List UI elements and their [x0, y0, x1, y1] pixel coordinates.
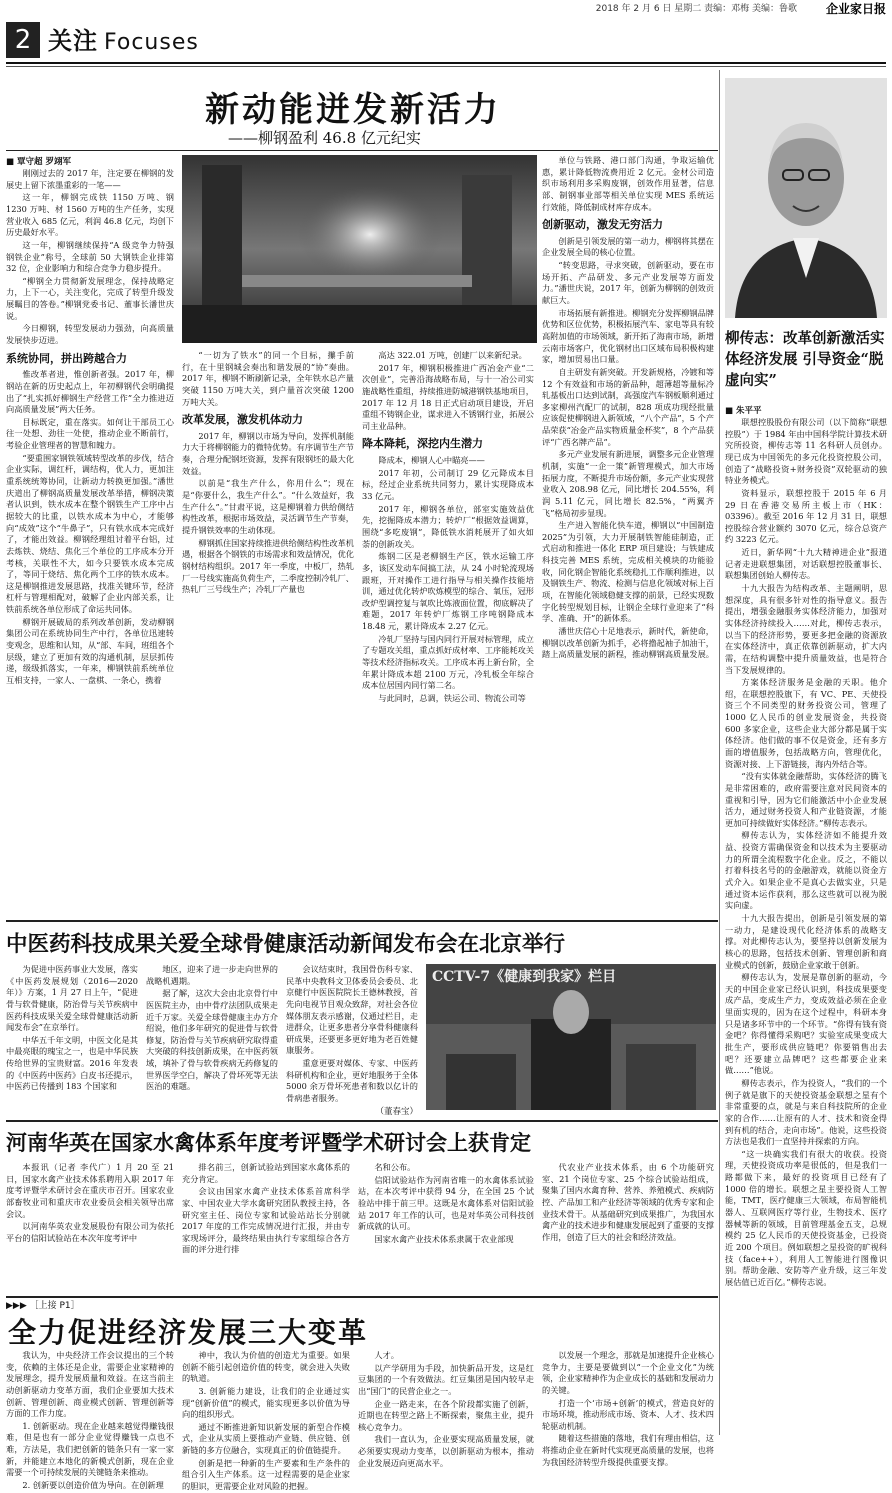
paragraph: 十九大报告提出，创新是引领发展的第一动力，是建设现代化经济体系的战略支撑。对此柳传志认为，要坚持以创新发展为核心的思路，包括技术创新、管理创新和商业模式的创新，鼓励企业家敢于创新。 — [725, 912, 887, 970]
paragraph: 资料显示，联想控股于 2015 年 6 月 29 日在香港交易所主板上市（HK：03396）。截至 2016 年 12 月 31 日，联想控股综合营业额约 3070 亿元，综合总资产约 3223 亿元。 — [725, 487, 887, 545]
paragraph: 随着这些措施的落地，我们有理由相信，这将推动企业在新时代实现更高质量的发展，也将为我国经济转型升级提供重要支撑。 — [542, 1433, 714, 1467]
paragraph: 刚刚过去的 2017 年，注定要在柳钢的发展史上留下浓墨重彩的一笔—— — [6, 168, 174, 190]
paragraph: 这一年，柳钢完成铁 1150 万吨、钢 1230 万吨、材 1560 万吨的生产任务，实现营业收入 685 亿元，利润 46.8 亿元，均创下历史最好水平。 — [6, 192, 174, 238]
article-3-column-2 — [182, 1162, 350, 1292]
paragraph: 神中，我认为价值的创造尤为重要。如果创新不能引起创造价值的转变，就会进入失败的轨道。 — [182, 1350, 350, 1384]
paragraph: 以发展一个理念，那就是加速提升企业核心竞争力，主要是要做到以“一个企业文化”为统领，企业家精神作为企业成长的基础和发展动力的关键。 — [542, 1350, 714, 1395]
page-header — [0, 0, 892, 18]
divider — [6, 920, 718, 922]
paragraph: 冷轧厂坚持与国内同行开展对标管理，成立了专题攻关组，重点抓好成材率、工序能耗攻关等技术经济指标攻关。工序成本再上新台阶，全年累计降成本超 2100 万元，冷轧板全年综合成本位居国内同行第二名。 — [362, 633, 534, 691]
paragraph: 代农业产业技术体系，由 6 个功能研究室、21 个岗位专家、25 个综合试验站组成，聚集了国内水禽育种、营养、养殖模式、疾病防控、产品加工和产业经济等领域的优秀专家和企业技术骨干。从基础研究到成果推广，为我国水禽产业的技术进步和健康发展起到了重要的支撑作用，创造了巨大的社会和经济效益。 — [542, 1162, 714, 1242]
article-4-column-3 — [358, 1350, 534, 1468]
article-4-column-1 — [6, 1350, 174, 1491]
arrow-icon: ▶▶▶ — [6, 1301, 30, 1311]
header-info: 2018 年 2 月 6 日 星期二 责编：邓梅 美编：鲁歌 — [595, 4, 797, 14]
paragraph: 柳传志认为，发展是靠创新的驱动，今天的中国企业家已经认识到，科技成果要变成产品，变成生产力，变成效益必须在企业里面实现的，因为在这个过程中，科研本身只是诸多环节中的一个环节。“你得有钱有资金吧？你得懂得采购吧？实验室成果变成大批生产，要形成供应链吧？你要销售出去吧？还要建立品牌吧？这些都要企业来做……”他说。 — [725, 972, 887, 1076]
article-4-column-4 — [542, 1350, 714, 1467]
paragraph: 据了解，这次大会由北京骨行中医医院主办，由中骨疗法团队成果走近千万家。关爱全球骨健康主办方介绍说，他们多年研究的促进骨与软骨修复，防治骨与关节疾病研究取得重大突破的科技创新成果，在中医药领域，填补了骨与软骨疾病无药修复的世界医学空白，解决了骨坏死等无法医治的难题。 — [146, 988, 278, 1092]
subheading: 创新驱动，激发无穷活力 — [542, 218, 663, 232]
paragraph: 创新是引领发展的第一动力，柳钢将其摆在企业发展全局的核心位置。 — [542, 235, 714, 258]
paragraph: 潘世庆信心十足地表示，新时代，新使命，柳钢以改革创新为抓手，必将撸起袖子加油干，踏上高质量发展的新程，推动柳钢高质量发展。 — [542, 625, 714, 660]
paragraph: 打造一个‘市场+创新’的模式，营造良好的市场环境，推动形成市场、资本、人才、技术四轮驱动机制。 — [542, 1397, 714, 1431]
article-2-title: 中医药科技成果关爱全球骨健康活动新闻发布会在北京举行 — [6, 932, 566, 957]
paragraph: “柳钢全力贯彻新发展理念，保持战略定力，上下一心，关注变化，完成了转型升级发展瞩目的答卷。”柳钢党委书记、董事长潘世庆说。 — [6, 275, 174, 321]
newspaper-name: 企业家日报 — [825, 2, 886, 16]
article-1-subtitle: ——柳钢盈利 46.8 亿元纪实 — [228, 129, 421, 147]
paragraph: 炼钢二区是老柳钢生产区，铁水运输工序多，该区发动车间搞工法，从 24 小时轮流现场跟班，开对操作工进行指导与相关操作技能培训，通过优化转炉吹炼模型的综合、氧压，冠形改炉型调控复与氧吹比炼液面位置，彻底解决了难题，2017 年转炉厂炼钢工序吨钢降成本 18.48 元，累计降成本 2.27 亿元。 — [362, 551, 534, 632]
profile-body — [725, 405, 887, 1435]
press-event-photo — [426, 964, 716, 1110]
article-1-byline: ■ 覃守超 罗翊军 — [6, 157, 71, 167]
paragraph: 2. 创新要以创造价值为导向。在创新理 — [22, 1480, 164, 1491]
paragraph: 2017 年初，公司制订 29 亿元降成本目标，经过企业系统共同努力，累计实现降成本 33 亿元。 — [362, 467, 534, 502]
paragraph: “要重围家钢铁领域转型改革的步伐，结合企业实际，调红杆，调结构，优人力，更加注重系统统筹协同，让新动力转换更加强。”潘世庆道出了柳钢高质量发展改革举措，柳钢决策者认识到，铁水成本在整个钢铁生产工序中占据较大的比重，以铁水成本为中心，才能够向“成效”这个“牛鼻子”，只有铁水成本完成好了，才能出效益。柳钢经理组讨着平台铝，过去炼铁、烧结、焦化三个单位的工序成本分开考核，关联性不大，如今只要铁水成本完成了，等同于烧结、焦化两个工序的铁水成本。这是柳钢推进发展思路，找准关键环节，经济杠杆与管理相配对，破解了企业内部关系，让铁前系统各单位形成了命运共同体。 — [6, 452, 174, 615]
paragraph: 降成本，柳钢人心中瞄亮—— — [378, 455, 485, 466]
section-en: Focuses — [104, 30, 199, 55]
paragraph: 国家水禽产业技术体系隶属于农业部现 — [374, 1233, 514, 1244]
paragraph: 2017 年，柳钢积极推进广西冶金产业“二次创业”，完善沿海战略布局，与十一冶公司实施战略性重组，持续推进防城港钢铁基地项目，2017 年 12 月 18 日正式启动项目建设，开启重组不铸钢企业，谋求进入不锈钢行业，拓展公司主业品种。 — [362, 362, 534, 431]
paragraph: 名和公布。 — [374, 1162, 416, 1172]
paragraph: 多元产业发展有新进展，调整多元企业管理机制，实施“一企一策”新管理模式，加大市场拓展力度，不断提升市场份额，多元产业实现营业收入 208.98 亿元，同比增长 204.55%，利润 5.11 亿元，同比增长 82.5%，“两翼齐飞”格局初步显现。 — [542, 449, 714, 518]
article-1-title: 新动能迸发新活力 — [205, 90, 501, 130]
paragraph: 十九大报告为结构改革、主题阐明，思想深度，具有很多针对性的指导意义。报告提出，增强金融服务实体经济能力，加强对实体经济持续投入……对此，柳传志表示，以当下的经济形势，要更多把金融的资源放在实体经济中，真正依靠创新驱动，扩大内需，在结构调整中提升质量效益，也是符合当下发展规律的。 — [725, 583, 887, 675]
paragraph: 联想控股股份有限公司（以下简称“联想控股”）于 1984 年由中国科学院计算技术研究所投资，柳传志等 11 名科研人员创办。现已成为中国领先的多元化投资控股公司，创造了“战略投资+财务投资”双轮驱动的独特业务模式。 — [725, 417, 887, 486]
paragraph: 我认为，中央经济工作会议提出的三个转变，依赖的主体还是企业，需要企业家精神的发展理念，提升发展质量和效益。在这当前主动创新驱动力变革方面，我们企业要加大技术创新、管理创新、商业模式创新、管理创新等方面的工作力度。 — [6, 1350, 174, 1419]
paragraph: 自主研发有新突破。开发新规格，冷镀和等 12 个有效益和市场的新品种，超薄超等量标冷轧基板出口达到试制，高强度汽车钢板顺利通过多家柳州汽配厂的试制，828 项成功现经批量应该促使柳钢进入新领域，“八个产品”，5 个产品荣获“冶金产品实物质量金杯奖”，8 个产品获评“广西名牌产品”。 — [542, 366, 714, 447]
paragraph: 1. 创新驱动。现在企业越来越觉得赚钱很难，但是也有一部分企业觉得赚钱一点也不难，方法是，我们把创新的链条只有一家一家新，并能建立本地化的新模式创新，现在企业需要一个可持续发展的关键链条来推动。 — [6, 1420, 174, 1478]
subheading: 降本降耗，深挖内生潜力 — [362, 437, 483, 451]
paragraph: 与此同时，总调，铁运公司、物流公司等 — [378, 692, 526, 703]
article-3-title: 河南华英在国家水禽体系年度考评暨学术研讨会上获肯定 — [6, 1130, 531, 1155]
paragraph: 排名前三，创新试验站到国家水禽体系的充分肯定。 — [182, 1162, 350, 1184]
continue-text: ［上接 P1］ — [29, 1301, 80, 1311]
paragraph: 为促进中医药事业大发展，落实《中医药发展规划（2016—2020 年）》方案，1 月 27 日上午，“促进骨与软骨健康，防治骨与关节疾病中医药科技成果关爱全球骨健康活动新闻发布会”在京举行。 — [6, 964, 138, 1033]
paragraph: 以河南华英农业发展股份有限公司为依托平台的信阳试验站在本次年度考评中 — [6, 1221, 174, 1243]
article-1-column-1 — [6, 156, 174, 916]
paragraph: “转变思路，寻求突破，创新驱动，要在市场开拓、产品研发、多元产业发展等方面发力。”潘世庆说，2017 年，创新为柳钢的创效贡献巨大。 — [542, 260, 714, 306]
steel-plant-image — [182, 155, 537, 343]
article-1-column-3 — [362, 350, 534, 915]
divider — [6, 1120, 718, 1122]
paragraph: 柳钢开展破局的系列改革创新，发动柳钢集团公司在系统协同生产中行，各单位迅速转变观念，思维和认知，从“部、车间，班组各个层级，建立了更加有效的沟通机制，层层抓传递，级级抓落实，一年来，柳钢铁前系统单位互相支持，一家人、一盘棋、一条心，携着 — [6, 616, 174, 685]
profile-title: 柳传志：改革创新激活实体经济发展 引导资金“脱虚向实” — [725, 330, 885, 390]
paragraph: 地区，迎来了进一步走向世界的战略机遇期。 — [146, 964, 278, 986]
paragraph: 以产学研用为手段，加快新品开发，这是红豆集团的一个有效做法。红豆集团是国内较早走出“国门”的民营企业之一。 — [358, 1362, 534, 1396]
article-1-column-4 — [542, 155, 714, 915]
article-3-column-3 — [358, 1162, 534, 1292]
paragraph: 中华五千年文明，中医文化是其中最亮眼的瑰宝之一，也是中华民族传给世界的宝贵财富。2016 年发表的《中医药中医药》白皮书还提示，中医药已传播到 183 个国家和 — [6, 1034, 138, 1092]
article-4-title: 全力促进经济发展三大变革 — [8, 1316, 369, 1349]
steel-plant-photo — [182, 155, 537, 343]
section-cn: 关注 — [48, 27, 98, 55]
paragraph: 以前是“我生产什么，你用什么”；现在是“你要什么，我生产什么”。“什么效益好，我生产什么”。”甘肃平说，这是柳钢着力供给侧结构性改革，根据市场效益，灵活调节生产节奏，提升钢铁效率的生动体现。 — [182, 478, 354, 535]
profile-byline: ■ 朱平平 — [725, 406, 762, 416]
paragraph: 会议由国家水禽产业技术体系首席科学家、中国农业大学水禽研究团队教授主持，各研究室主任、岗位专家和试验站站长分别就 2017 年度的工作完成情况进行汇报，并由专家现场评分，最终结果由执行专家组综合各方面的评分进行排 — [182, 1186, 350, 1255]
paragraph: 人才。 — [374, 1350, 399, 1360]
paragraph: 柳传志表示，作为投资人，“我们的一个例子就是旗下的天使投资基金联想之星有个非常重要的点，就是与来自科技院所的企业家的合作……让原有的人才、技术和资金得到有机的结合，走向市场”。他说，这些投资方法也是我们一直坚持并探索的方向。 — [725, 1077, 887, 1147]
divider — [6, 1296, 718, 1298]
article-4-column-2 — [182, 1350, 350, 1492]
liu-chuanzhi-photo — [725, 78, 887, 318]
header-rule — [6, 62, 886, 64]
section-title — [48, 24, 199, 58]
paragraph: 单位与铁路、港口部门沟通，争取运输优惠，累计降低物流费用近 2 亿元。金材公司造织市场利用多采购废钢，创效作用显著，信息部、制钢事业部等相关单位实现 MES 系统运行效能，降低制成材库存成本。 — [542, 155, 714, 212]
paragraph: 信阳试验站作为河南省唯一的水禽体系试验站，在本次考评中获得 94 分，在全国 25 个试验站中排于前三甲。这既是水禽体系对信阳试验站 2017 年工作的认可，也是对华英公司科技创新成就的认可。 — [358, 1174, 534, 1232]
paragraph: 通过不断推进新知识新发展的新型合作模式，企业从实质上要推动产业链、供应链、创新链的多方位融合，实现真正的价值链提升。 — [182, 1421, 350, 1456]
paragraph: 重意更要对媒体、专家、中医药科研机构和企业，更好地服务于全体 5000 余万骨坏死患者和数以亿计的骨病患者服务。 — [286, 1058, 418, 1104]
portrait-image — [725, 78, 887, 318]
article-2-credit: （董春宝） — [375, 1106, 418, 1117]
paragraph: 今日柳钢，转型发展动力强劲，向高质量发展快步迈进。 — [6, 323, 174, 346]
paragraph: 市场拓展有新推进。柳钢充分发挥柳钢品牌优势和区位优势，积极拓展汽车、家电等具有较高附加值的市场领域，新开拓了海南市场，新增云南市场客户，优化钢材出口区域布局积极构建家，增加贸易出口量。 — [542, 307, 714, 365]
paragraph: 方案体经济服务是金融的天职。他介绍，在联想控股旗下，有 VC、PE、天使投资三个不同类型的财务投资公司，管理了 1000 亿人民币的创业发展资金，共投资 600 多家企业，这些企业大部分都是属于实体经济。他们做的事不仅是资金，还有多方面的增值服务，包括战略方向，管理优化，资源对接、上下游链接，海内外结合等。 — [725, 677, 887, 769]
subheading: 系统协同，拼出跨越合力 — [6, 351, 127, 365]
paragraph: 目标既定，重在落实。如何让干部员工心往一处想、劲往一处使，推动企业不断前行，考验企业管理者的智慧和魄力。 — [6, 416, 174, 451]
paragraph: 创新是把一种新的生产要素和生产条件的组合引入生产体系。这一过程需要的是企业家的胆识，更需要企业对风险的把握。 — [182, 1457, 350, 1492]
paragraph: 高达 322.01 万吨，创建厂以来新纪录。 — [378, 350, 527, 360]
paragraph: “这一块确实我们有很大的收获。投资理，天使投资成功率是很低的，但是我们一路都做下来，最好的投资项目已经有了 1000 倍的增长。联想之星主要投资人工智能，TMT，医疗健康三大领域，布局智能机器人、互联网医疗等行业，生物技术、医疗器械等新的领域，目前管理基金五支，总规模约 25 亿人民币的天使投资基金，已投资近 200 个项目。例如联想之星投资的旷视科技（face++），利用人工智能进行图像识别。帮助金融、安防等产业升级，这三年发展估值已近百亿。”柳传志说。 — [725, 1148, 887, 1287]
header-rule-thin — [6, 66, 886, 67]
column-divider — [719, 70, 720, 1435]
tv-banner-text: CCTV-7《健康到我家》栏目 — [432, 969, 617, 985]
paragraph: 惟改革者进，惟创新者强。2017 年，柳钢站在新的历史起点上，年初柳钢代会明确提出了“扎实抓好柳钢生产经营工作”全力推进迈向高质量发展”两大任务。 — [6, 369, 174, 415]
subheading: 改革发展，激发机体动力 — [182, 413, 303, 427]
page-number: 2 — [6, 22, 40, 58]
paragraph: 3. 创新能力建设，让我们的企业通过实现“创新价值”的模式，能实现更多以价值为导向的组织形式。 — [182, 1385, 350, 1420]
paragraph: 2017 年，柳钢以市场为导向，发挥机制能力大于将柳钢能力的微特优势。有序调节生产节奏，合理分配钢坯资源，发挥有限钢坯的最大化效益。 — [182, 430, 354, 476]
paragraph: 会议结束时，我国骨伤科专家、民革中央教科文卫体委员会委员、北京健行中医医院院长王德林教授，首先向电视节目观众致辞，对社会各位媒体朋友表示感谢，仪通过栏目，走进群众，让更多患者分享骨科健康科研成果，还要更多更好地为老百姓健康服务。 — [286, 964, 418, 1056]
paragraph: “一切为了铁水”的同一个目标，攥手前行，在十里钢城会奏出和谐发展的“协”奏曲。2017 年，柳钢不断刷新记录，全年铁水总产量突破 1150 万吨大关，到户量首次突破 1200 万吨大关。 — [182, 350, 354, 407]
divider — [6, 150, 718, 151]
paragraph: “没有实体就金融帮助，实体经济的腾飞是非常困难的，政府需要注意对民间资本的重视和引导，因为它们能激活中小企业发展活力，通过财务投资人和产业链资源，才能更加可持续做好实体经济。”柳传志表示。 — [725, 771, 887, 828]
article-1-column-2 — [182, 350, 354, 915]
paragraph: 我们一直认为，企业要实现高质量发展，就必须要实现动力变革，以创新驱动为根本，推动企业发展迈向更高水平。 — [358, 1434, 534, 1468]
article-3-column-1 — [6, 1162, 174, 1292]
paragraph: 这一年，柳钢继续保持“A 级竞争力特强钢铁企业”称号，全球前 50 大钢铁企业排第 32 位，企业影响力和综合竞争力稳步提升。 — [6, 239, 174, 274]
paragraph: 2017 年，柳钢各单位，部室实施效益优先，挖掘降成本潜力；转炉厂“根据效益调算，围绕“多吃废钢”，降低铁水消耗展开了如火如荼的创新攻关。 — [362, 503, 534, 549]
paragraph: 企业一路走来，在各个阶段都实施了创新，近期也在转型之路上不断探索，聚焦主业，提升核心竞争力。 — [358, 1398, 534, 1432]
paragraph: 柳钢抓住国家持续推进供给侧结构性改革机遇，根据各个钢铁的市场需求和效益情况，优化钢材结构组织。2017 年一季度，中板厂，热轧厂一号线实施高负荷生产，二季度控制冷轧厂、热轧厂三号线生产；冷轧厂产量也 — [182, 537, 354, 595]
continued-label — [6, 1300, 80, 1313]
article-3-column-4 — [542, 1162, 714, 1292]
paragraph: 生产进入智能化快车道，柳钢以“中国制造 2025”为引领，大力开展制铁智能硅制造，正式启动和推进一体化 ERP 项目建设；与铁建成科技完善 MES 系统，完成相关模块的功能验收，同化钢企智能化系统稳扎工作顺利推进，以及钢铁生产、物流、检测与信息化领域对标上百项，在智能化领域稳健支撑的前景，已经实现数字化转型规划目标，让钢企全球行业迎来了“科学、准确、开”的新体系。 — [542, 520, 714, 624]
paragraph: 本报讯（记者 李代广）1 月 20 至 21 日，国家水禽产业技术体系聘用入职 2017 年度考评暨学术研讨会在重庆市召开。国家农业部畜牧业司和重庆市农业委员会相关领导出席会议。 — [6, 1162, 174, 1219]
paragraph: 柳传志认为，实体经济如不能提升效益、投资方需确保资金和以技术为主要驱动力的所谓全流程数字化企业。反之，不能以打着科技名号的的金融游戏，就能以资金方式介入。如果企业不是真心去做实业，只是通过资本运作获利，那么这些就可以视为脱实向虚。 — [725, 830, 887, 911]
paragraph: 近日，新华网“十九大精神进企业”报道记者走进联想集团，对话联想控股董事长、联想集团创始人柳传志。 — [725, 547, 887, 581]
